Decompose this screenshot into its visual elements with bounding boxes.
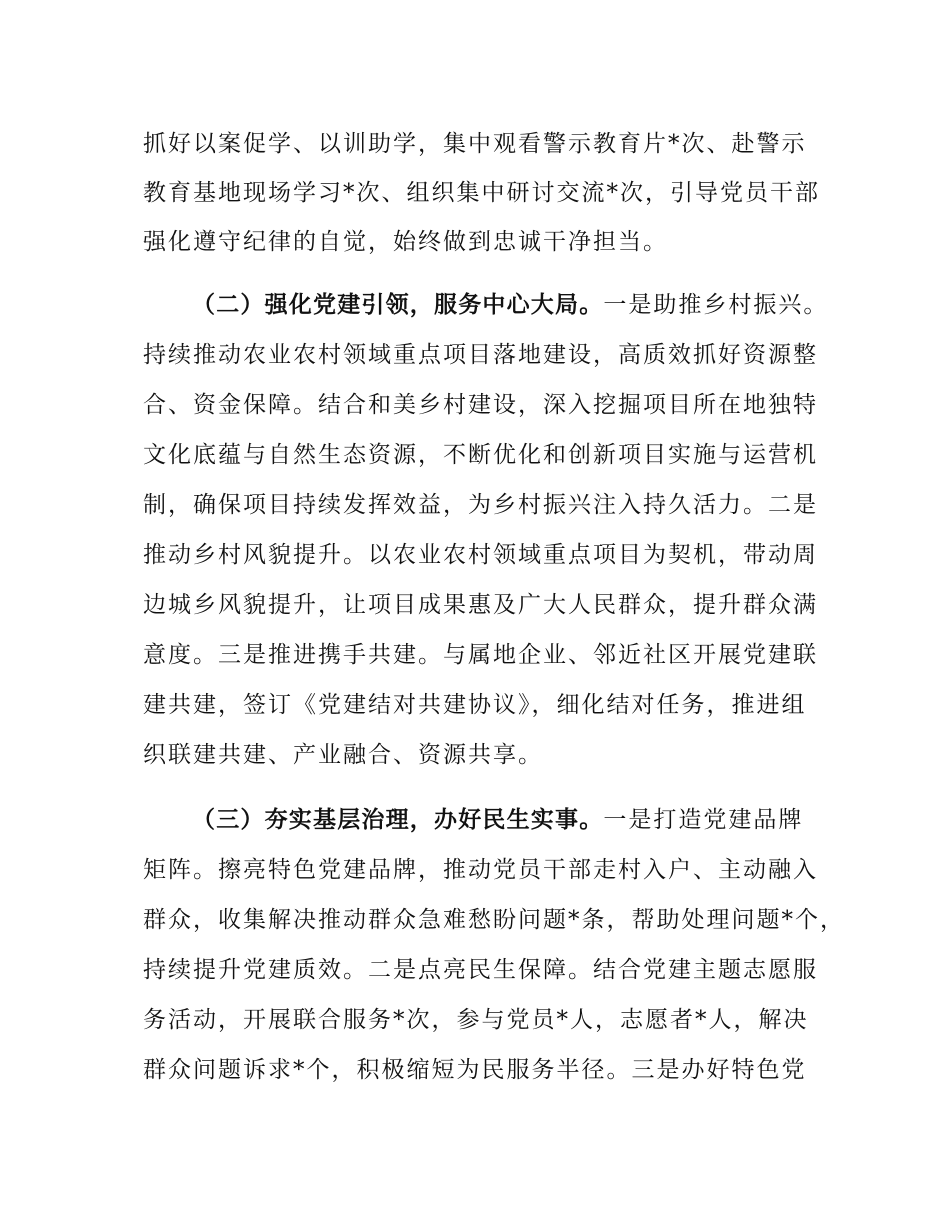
paragraph-3-first-line: [192, 805, 803, 835]
paragraph-1-line-3: 强化遵守纪律的自觉，始终做到忠诚干净担当。: [143, 229, 668, 255]
paragraph-1-line-1: 抓好以案促学、以训助学，集中观看警示教育片*次、赴警示: [143, 131, 807, 157]
paragraph-2-line-9: 建共建，签订《党建结对共建协议》，细化结对任务，推进组: [143, 692, 807, 718]
paragraph-2-line-2: 持续推动农业农村领域重点项目落地建设，高质效抓好资源整: [143, 342, 818, 368]
paragraph-2-first-line: [192, 290, 828, 320]
paragraph-2-line-6: 推动乡村风貌提升。以农业农村领域重点项目为契机，带动周: [143, 542, 818, 568]
paragraph-2-line-4: 文化底蕴与自然生态资源，不断优化和创新项目实施与运营机: [143, 442, 818, 468]
paragraph-3-line-2: 矩阵。擦亮特色党建品牌，推动党员干部走村入户、主动融入: [143, 857, 818, 883]
paragraph-3-line-6: 群众问题诉求*个，积极缩短为民服务半径。三是办好特色党: [143, 1057, 807, 1083]
paragraph-2-line-7: 边城乡风貌提升，让项目成果惠及广大人民群众，提升群众满: [143, 592, 818, 618]
paragraph-2-line-5: 制，确保项目持续发挥效益，为乡村振兴注入持久活力。二是: [143, 492, 818, 518]
paragraph-3-first-line-text: 一是打造党建品牌: [603, 807, 804, 833]
paragraph-2-line-10: 织联建共建、产业融合、资源共享。: [143, 742, 543, 768]
paragraph-2-line-3: 合、资金保障。结合和美乡村建设，深入挖掘项目所在地独特: [143, 392, 818, 418]
paragraph-2-first-line-text: 一是助推乡村振兴。: [603, 292, 829, 318]
paragraph-3-heading: （三）夯实基层治理，办好民生实事。: [192, 807, 604, 833]
paragraph-2-line-8: 意度。三是推进携手共建。与属地企业、邻近社区开展党建联: [143, 642, 818, 668]
paragraph-2-heading: （二）强化党建引领，服务中心大局。: [192, 292, 604, 318]
paragraph-3-line-3: 群众，收集解决推动群众急难愁盼问题*条，帮助处理问题*个，: [143, 907, 845, 933]
paragraph-3-line-5: 务活动，开展联合服务*次，参与党员*人，志愿者*人，解决: [143, 1007, 809, 1033]
paragraph-3-line-4: 持续提升党建质效。二是点亮民生保障。结合党建主题志愿服: [143, 957, 818, 983]
paragraph-1-line-2: 教育基地现场学习*次、组织集中研讨交流*次，引导党员干部: [143, 180, 820, 206]
